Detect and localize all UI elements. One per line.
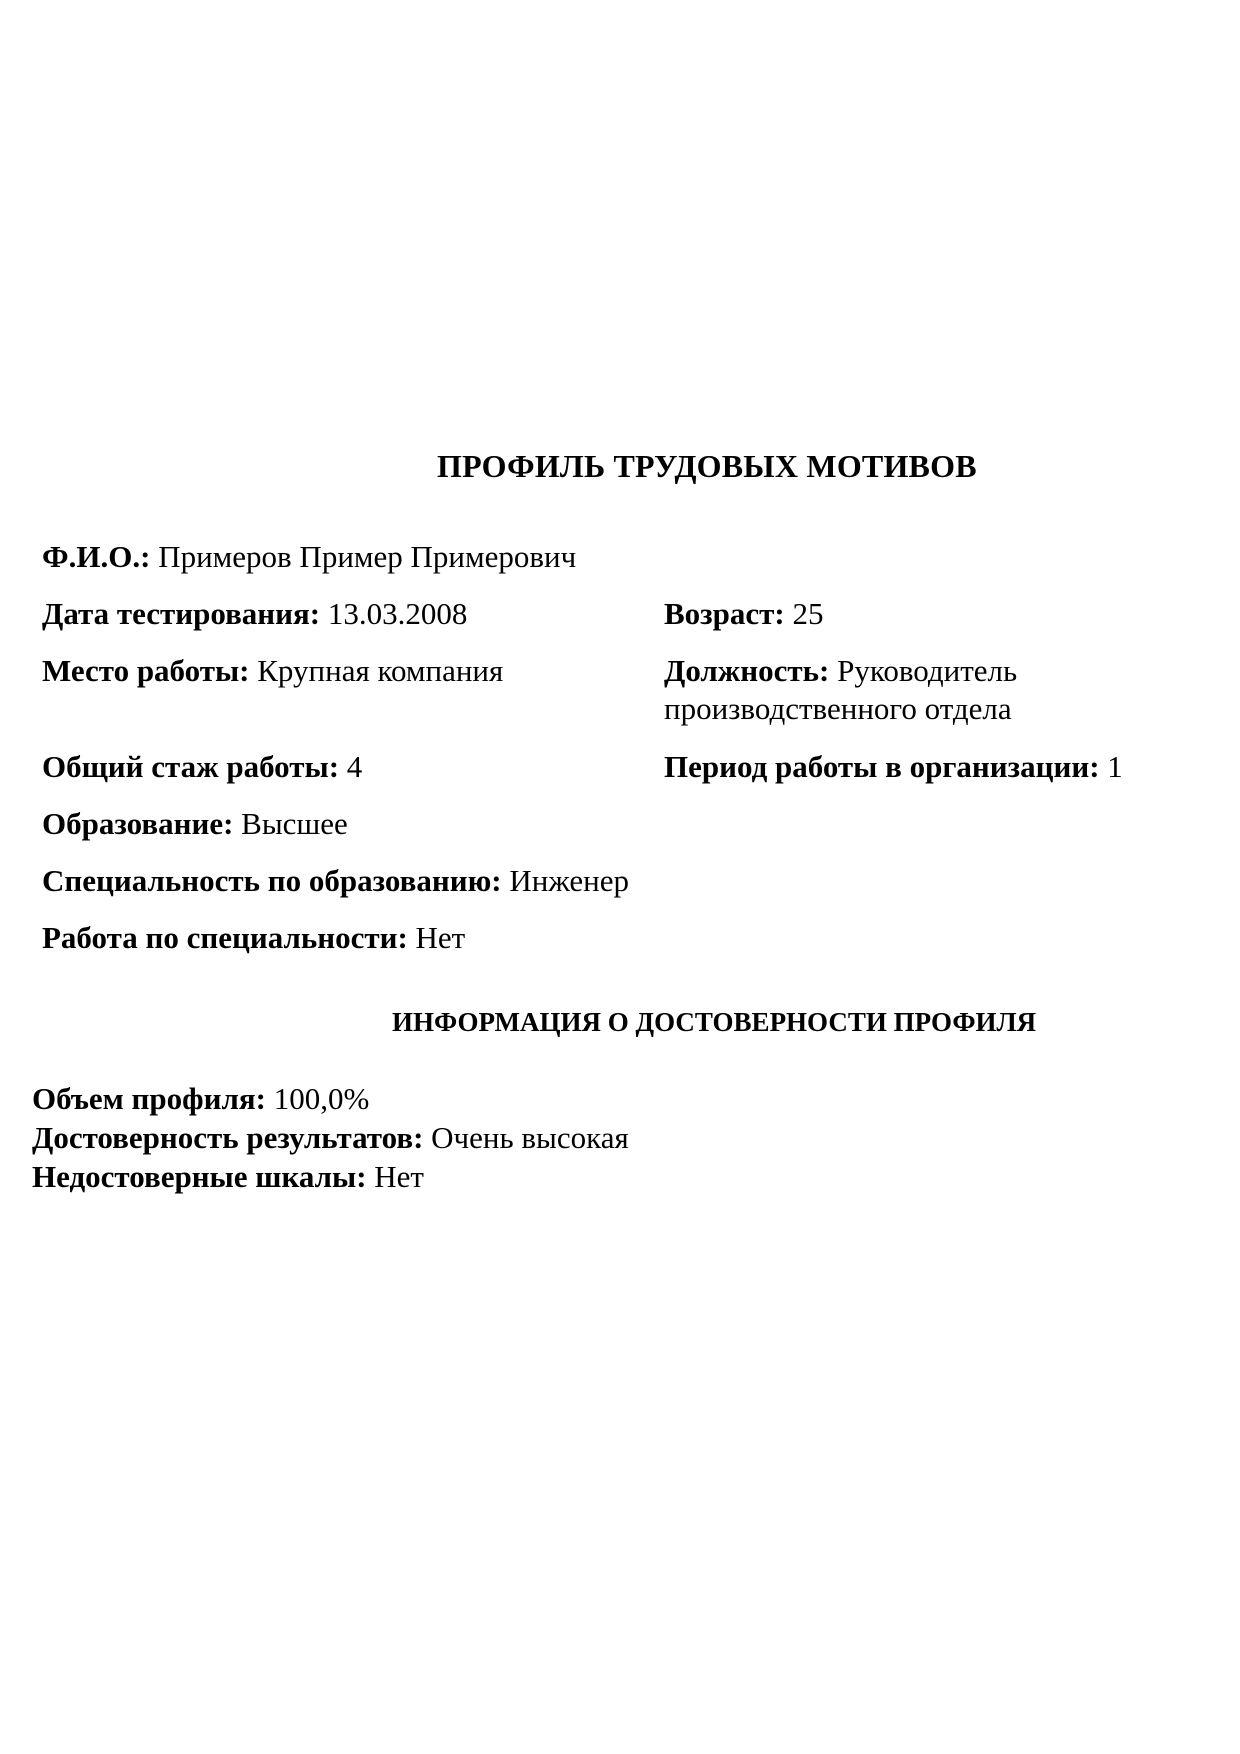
field-specialty-label: Специальность по образованию: <box>42 863 502 898</box>
field-workplace <box>42 652 503 690</box>
field-position-label: Должность: <box>664 653 830 688</box>
field-test-date <box>42 595 467 633</box>
reliability-accuracy-label: Достоверность результатов: <box>32 1120 424 1155</box>
field-specialty-value: Инженер <box>509 863 629 898</box>
field-specialty <box>42 862 629 900</box>
field-fio-label: Ф.И.О.: <box>42 539 151 574</box>
field-position-value: Руководитель производственного отдела <box>664 653 1018 726</box>
reliability-volume <box>32 1079 369 1118</box>
field-age-value: 25 <box>792 596 824 631</box>
page-title: ПРОФИЛЬ ТРУДОВЫХ МОТИВОВ <box>437 448 977 484</box>
field-education-label: Образование: <box>42 806 234 841</box>
field-org-period-label: Период работы в организации: <box>664 749 1100 784</box>
field-total-experience <box>42 748 362 786</box>
field-test-date-label: Дата тестирования: <box>42 596 321 631</box>
field-total-experience-label: Общий стаж работы: <box>42 749 340 784</box>
reliability-unreliable-scales <box>32 1157 424 1196</box>
field-education-value: Высшее <box>241 806 348 841</box>
field-fio-value: Примеров Пример Примерович <box>158 539 577 574</box>
field-org-period <box>664 748 1123 786</box>
reliability-volume-value: 100,0% <box>273 1081 370 1116</box>
field-work-in-specialty-value: Нет <box>415 920 466 955</box>
reliability-title: ИНФОРМАЦИЯ О ДОСТОВЕРНОСТИ ПРОФИЛЯ <box>392 1007 1037 1037</box>
field-total-experience-value: 4 <box>346 749 363 784</box>
field-work-in-specialty <box>42 919 465 957</box>
reliability-accuracy <box>32 1118 629 1157</box>
field-position <box>664 652 1084 728</box>
reliability-unreliable-scales-label: Недостоверные шкалы: <box>32 1159 367 1194</box>
field-age <box>664 595 823 633</box>
reliability-unreliable-scales-value: Нет <box>374 1159 424 1194</box>
field-test-date-value: 13.03.2008 <box>327 596 468 631</box>
reliability-accuracy-value: Очень высокая <box>431 1120 629 1155</box>
reliability-volume-label: Объем профиля: <box>32 1081 266 1116</box>
field-workplace-value: Крупная компания <box>257 653 504 688</box>
field-work-in-specialty-label: Работа по специальности: <box>42 920 408 955</box>
field-fio <box>42 538 576 576</box>
field-org-period-value: 1 <box>1107 749 1123 784</box>
field-workplace-label: Место работы: <box>42 653 250 688</box>
field-education <box>42 805 348 843</box>
field-age-label: Возраст: <box>664 596 785 631</box>
